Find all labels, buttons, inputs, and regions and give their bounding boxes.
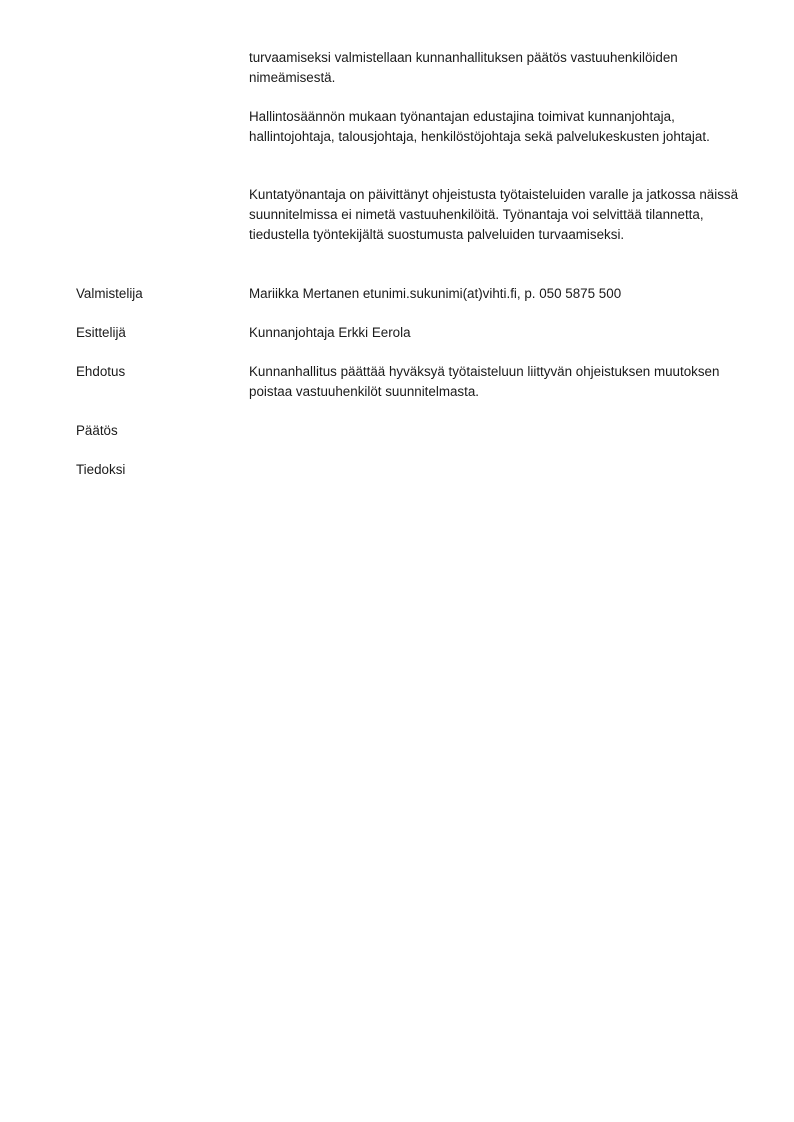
paatos-label: Päätös [76, 423, 118, 438]
valmistelija-label: Valmistelija [76, 286, 143, 301]
body-paragraph-3: Kuntatyönantaja on päivittänyt ohjeistusta työtaisteluiden varalle ja jatkossa näissä suunnitelmissa ei nimetä vastuuhenkilöitä. Työnantaja voi selvittää tilannetta, tiedustella työntekijältä suostumusta palveluiden turvaamiseksi. [249, 187, 739, 242]
esittelija-value: Kunnanjohtaja Erkki Eerola [249, 325, 411, 340]
valmistelija-value: Mariikka Mertanen etunimi.sukunimi(at)vihti.fi, p. 050 5875 500 [249, 286, 622, 301]
ehdotus-label: Ehdotus [76, 364, 126, 379]
esittelija-label: Esittelijä [76, 325, 126, 340]
tiedoksi-label: Tiedoksi [76, 462, 126, 477]
body-paragraph-2: Hallintosäännön mukaan työnantajan edustajina toimivat kunnanjohtaja, hallintojohtaja, talousjohtaja, henkilöstöjohtaja sekä palvelukeskusten johtajat. [249, 109, 710, 144]
body-paragraph-1: turvaamiseksi valmistellaan kunnanhallituksen päätös vastuuhenkilöiden nimeämisestä. [249, 50, 678, 85]
ehdotus-value: Kunnanhallitus päättää hyväksyä työtaisteluun liittyvän ohjeistuksen muutoksen poistaa vastuuhenkilöt suunnitelmasta. [249, 364, 720, 399]
